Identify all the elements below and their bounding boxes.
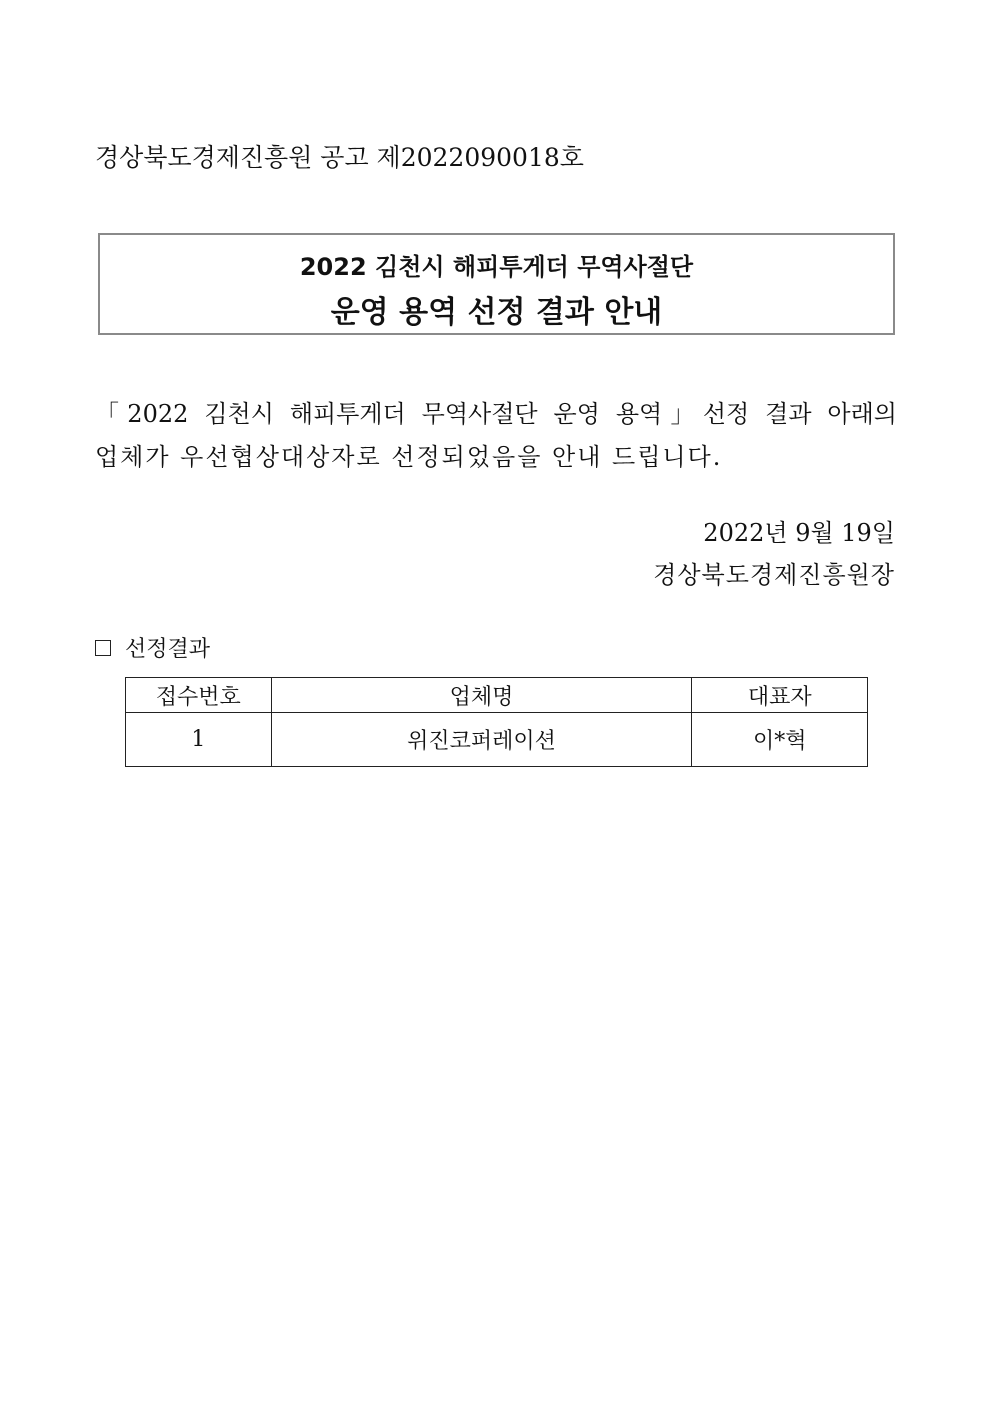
section-heading-label: 선정결과 bbox=[125, 637, 211, 662]
title-box bbox=[98, 233, 895, 335]
section-heading bbox=[95, 632, 210, 663]
body-paragraph bbox=[95, 393, 897, 479]
signer: 경상북도경제진흥원장 bbox=[653, 561, 895, 589]
table-row bbox=[126, 713, 868, 767]
cell-receipt-number: 1 bbox=[126, 713, 272, 767]
result-table bbox=[125, 677, 868, 767]
cell-representative: 이*혁 bbox=[692, 713, 868, 767]
table-header-row bbox=[126, 678, 868, 713]
header-representative: 대표자 bbox=[692, 678, 868, 713]
title-line-2: 운영 용역 선정 결과 안내 bbox=[330, 295, 663, 330]
body-line-1: 「2022 김천시 해피투게더 무역사절단 운영 용역」선정 결과 아래의 bbox=[95, 400, 897, 428]
body-line-2: 업체가 우선협상대상자로 선정되었음을 안내 드립니다. bbox=[95, 443, 723, 471]
title-line-1: 2022 김천시 해피투게더 무역사절단 bbox=[299, 253, 694, 281]
notice-number: 경상북도경제진흥원 공고 제2022090018호 bbox=[95, 143, 584, 172]
header-receipt-number: 접수번호 bbox=[126, 678, 272, 713]
cell-company-name: 위진코퍼레이션 bbox=[271, 713, 692, 767]
header-company-name: 업체명 bbox=[271, 678, 692, 713]
checkbox-icon bbox=[95, 640, 111, 656]
notice-date: 2022년 9월 19일 bbox=[703, 519, 895, 547]
